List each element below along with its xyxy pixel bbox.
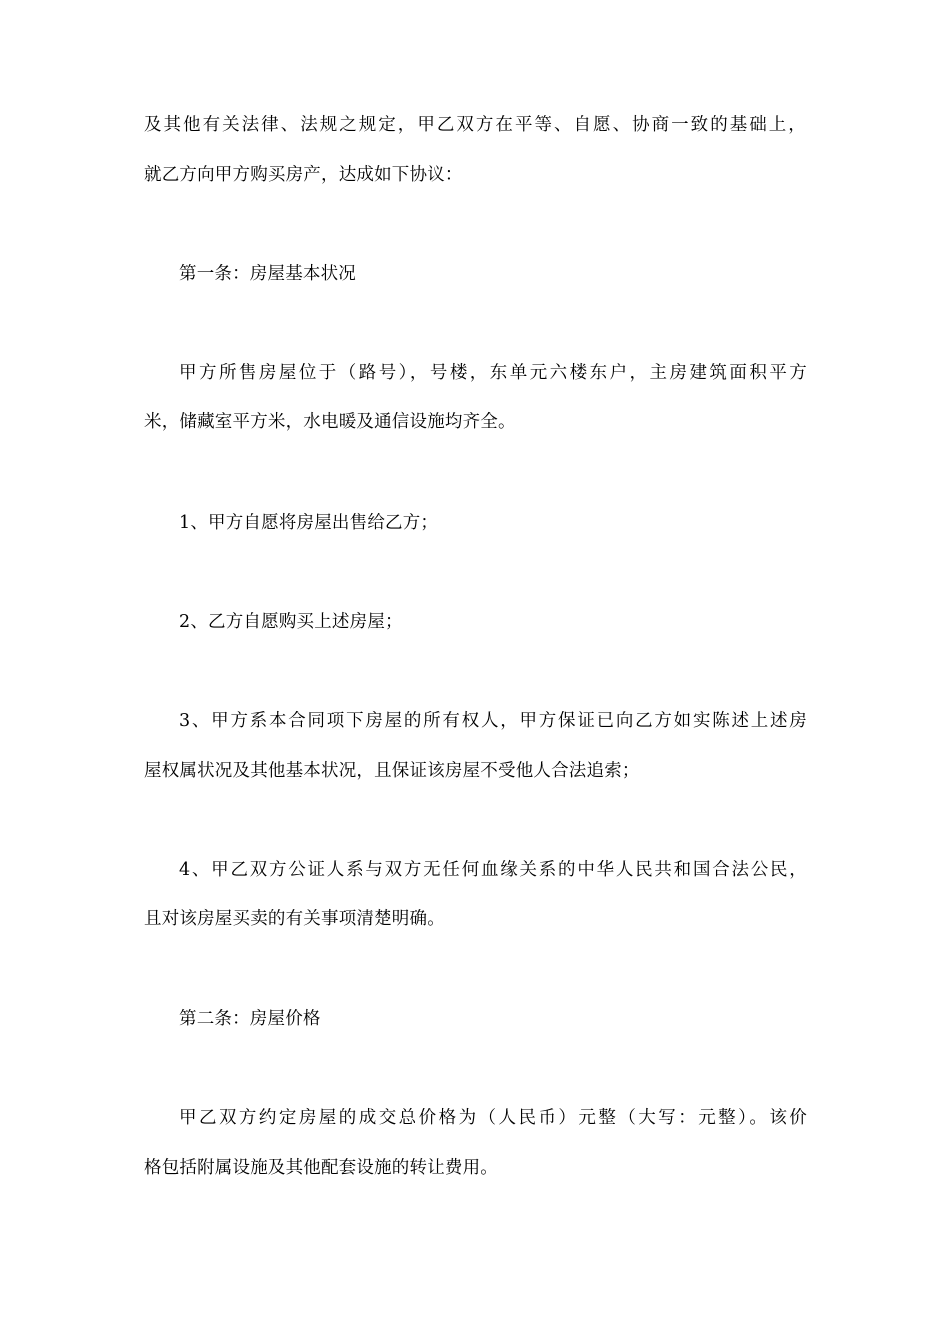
article1-body-line-1: 甲方所售房屋位于（路号），号楼，东单元六楼东户，主房建筑面积平方 bbox=[179, 363, 807, 383]
item2-line: 2、乙方自愿购买上述房屋； bbox=[179, 612, 403, 632]
article2-heading: 第二条：房屋价格 bbox=[179, 1009, 321, 1029]
intro-line-2: 就乙方向甲方购买房产，达成如下协议： bbox=[144, 165, 463, 185]
item4-line-2: 且对该房屋买卖的有关事项清楚明确。 bbox=[144, 909, 445, 929]
item3-line-1: 3、甲方系本合同项下房屋的所有权人，甲方保证已向乙方如实陈述上述房 bbox=[179, 711, 807, 731]
item4-line-1: 4、甲乙双方公证人系与双方无任何血缘关系的中华人民共和国合法公民， bbox=[179, 860, 807, 880]
intro-line-1: 及其他有关法律、法规之规定，甲乙双方在平等、自愿、协商一致的基础上， bbox=[144, 115, 806, 135]
article1-body-line-2: 米，储藏室平方米，水电暖及通信设施均齐全。 bbox=[144, 412, 516, 432]
item1-line: 1、甲方自愿将房屋出售给乙方； bbox=[179, 513, 439, 533]
item3-line-2: 屋权属状况及其他基本状况，且保证该房屋不受他人合法追索； bbox=[144, 761, 640, 781]
article1-heading: 第一条：房屋基本状况 bbox=[179, 264, 356, 284]
article2-body-line-1: 甲乙双方约定房屋的成交总价格为（人民币）元整（大写：元整）。该价 bbox=[179, 1108, 807, 1128]
article2-body-line-2: 格包括附属设施及其他配套设施的转让费用。 bbox=[144, 1158, 498, 1178]
